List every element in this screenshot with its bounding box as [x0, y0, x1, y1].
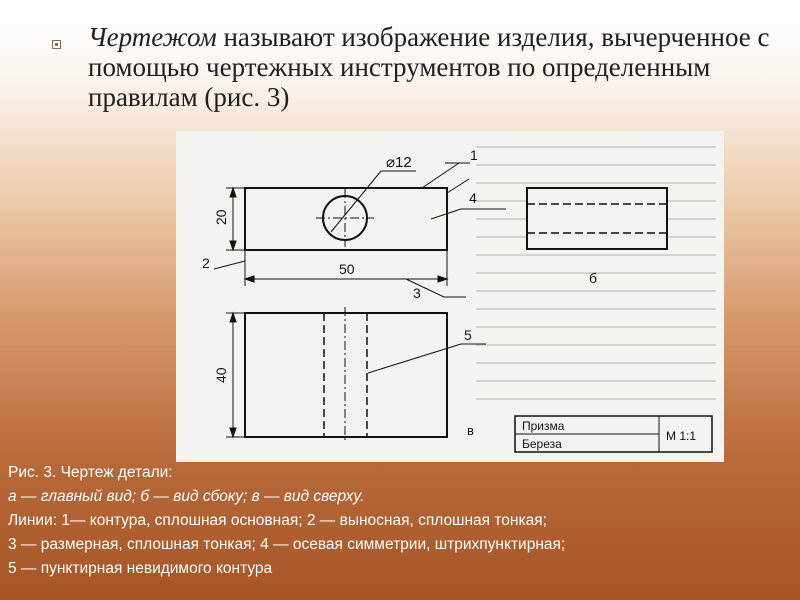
caption-line-3: Линии: 1— контура, сплошная основная; 2 — выносная, сплошная тонкая; — [8, 512, 547, 529]
dim-diameter-label: ⌀12 — [386, 154, 412, 171]
title-block-material: Береза — [522, 437, 562, 451]
figure-caption — [8, 461, 798, 581]
definition-term: Чертежом — [88, 22, 217, 52]
dim-width-label: 50 — [339, 261, 355, 277]
caption-line-4: 3 — размерная, сплошная тонкая; 4 — осевая симметрии, штрихпунктирная; — [8, 536, 566, 553]
side-view-outline — [527, 188, 667, 249]
definition-text: называют изображение изделия, вычерченное с помощью чертежных инструментов по определенным правилам (рис. 3) — [88, 22, 770, 112]
caption-line-1: Рис. 3. Чертеж детали: — [8, 464, 173, 481]
caption-line-2: а — главный вид; б — вид сбоку; в — вид сверху. — [8, 488, 365, 505]
definition-paragraph — [88, 22, 778, 112]
view-label-v: в — [467, 423, 474, 438]
view-label-b: б — [589, 270, 598, 286]
top-view-outline — [245, 313, 447, 437]
technical-drawing-figure — [176, 131, 724, 462]
dim-height-front-label: 20 — [213, 209, 229, 225]
callout-4: 4 — [469, 190, 477, 206]
callout-1: 1 — [470, 147, 478, 163]
callout-5: 5 — [464, 327, 472, 343]
title-block-scale: М 1:1 — [666, 429, 697, 443]
dim-height-top-label: 40 — [213, 367, 229, 383]
callout-3: 3 — [413, 285, 421, 301]
callout-2: 2 — [202, 255, 210, 271]
caption-line-5: 5 — пунктирная невидимого контура — [8, 560, 273, 577]
bullet-icon — [52, 40, 61, 49]
title-block-name: Призма — [522, 419, 565, 433]
